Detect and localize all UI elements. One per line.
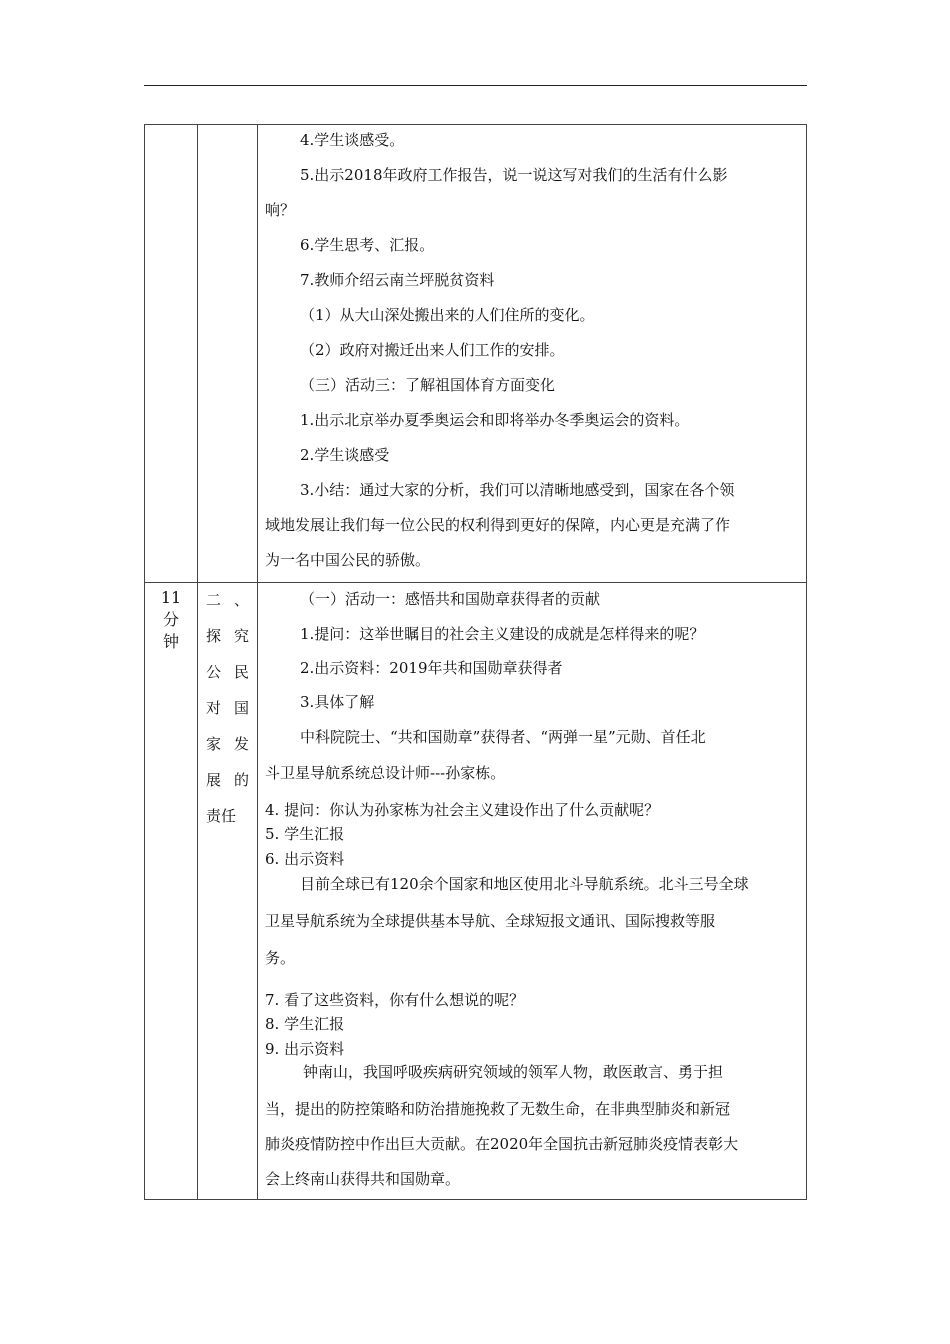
text-line: 4. 提问：你认为孙家栋为社会主义建设作出了什么贡献呢？: [265, 801, 660, 819]
time-text: 分: [162, 610, 179, 629]
text-line: 卫星导航系统为全球提供基本导航、全球短报文通讯、国际搜救等服: [265, 912, 716, 930]
text-line: 响？: [265, 201, 296, 219]
text-line: 斗卫星导航系统总设计师---孙家栋。: [265, 764, 506, 782]
text-line: 2.学生谈感受: [300, 446, 390, 464]
text-line: （三）活动三：了解祖国体育方面变化: [300, 376, 556, 394]
text-line: 7. 看了这些资料，你有什么想说的呢？: [265, 991, 525, 1009]
topic-line: 展 的: [206, 771, 249, 789]
text-line: 为一名中国公民的骄傲。: [265, 551, 431, 569]
lesson-table-row-2: [144, 582, 807, 1200]
text-line: 5. 学生汇报: [265, 825, 345, 843]
text-line: 务。: [265, 949, 296, 967]
text-line: 肺炎疫情防控中作出巨大贡献。在2020年全国抗击新冠肺炎疫情表彰大: [265, 1135, 739, 1153]
text-line: 域地发展让我们每一位公民的权利得到更好的保障，内心更是充满了作: [265, 516, 731, 534]
topic-line: 对 国: [206, 699, 249, 717]
header-rule: [144, 85, 807, 86]
text-line: 3.小结：通过大家的分析，我们可以清晰地感受到，国家在各个领: [300, 481, 735, 499]
text-line: 钟南山，我国呼吸疾病研究领域的领军人物，敢医敢言、勇于担: [303, 1063, 724, 1081]
text-line: 4.学生谈感受。: [300, 131, 405, 149]
text-line: 6.学生思考、汇报。: [300, 236, 435, 254]
time-cell: [145, 587, 197, 653]
column-divider: [197, 583, 198, 1199]
text-line: 5.出示2018年政府工作报告，说一说这写对我们的生活有什么影: [300, 166, 728, 184]
topic-line: 公 民: [206, 663, 249, 681]
text-line: 1.出示北京举办夏季奥运会和即将举办冬季奥运会的资料。: [300, 411, 690, 429]
text-line: 当，提出的防控策略和防治措施挽救了无数生命，在非典型肺炎和新冠: [265, 1100, 731, 1118]
time-text: 钟: [162, 632, 179, 651]
text-line: 中科院院士、“共和国勋章”获得者、“两弹一星”元勋、首任北: [300, 728, 706, 746]
column-divider: [197, 125, 198, 582]
topic-line: 责任: [206, 807, 237, 825]
text-line: 3.具体了解: [300, 693, 375, 711]
time-text: 11: [160, 588, 182, 607]
text-line: 7.教师介绍云南兰坪脱贫资料: [300, 271, 495, 289]
text-line: （一）活动一：感悟共和国勋章获得者的贡献: [300, 590, 601, 608]
text-line: 目前全球已有120余个国家和地区使用北斗导航系统。北斗三号全球: [300, 875, 749, 893]
text-line: 8. 学生汇报: [265, 1015, 345, 1033]
topic-line: 探 究: [206, 627, 249, 645]
text-line: 6. 出示资料: [265, 850, 345, 868]
text-line: 1.提问：这举世瞩目的社会主义建设的成就是怎样得来的呢？: [300, 625, 705, 643]
text-line: 会上终南山获得共和国勋章。: [265, 1170, 461, 1188]
column-divider: [257, 583, 258, 1199]
text-line: （2）政府对搬迁出来人们工作的安排。: [300, 341, 565, 359]
topic-line: 家 发: [206, 735, 249, 753]
lesson-table-row-1: [144, 124, 807, 583]
text-line: 9. 出示资料: [265, 1040, 345, 1058]
column-divider: [257, 125, 258, 582]
topic-line: 二 、: [206, 591, 249, 609]
text-line: 2.出示资料：2019年共和国勋章获得者: [300, 659, 563, 677]
text-line: （1）从大山深处搬出来的人们住所的变化。: [300, 306, 595, 324]
